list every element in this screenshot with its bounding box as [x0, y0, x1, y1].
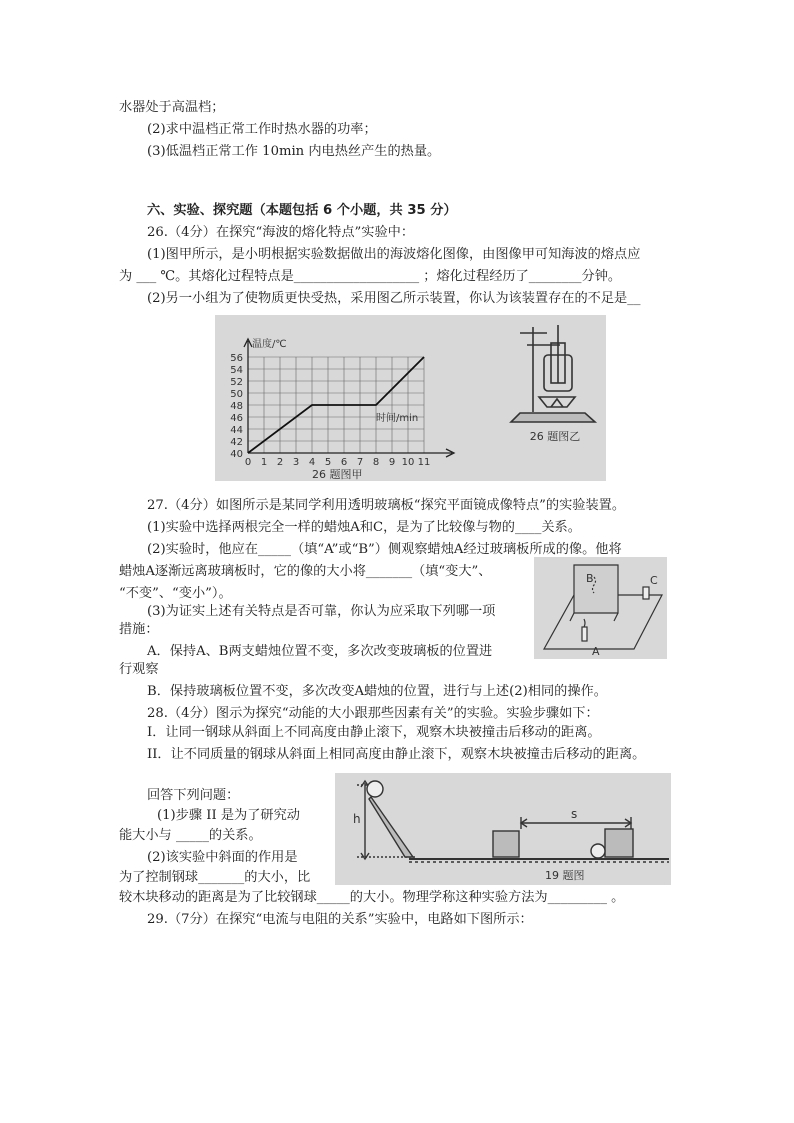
figure-28-caption: 19 题图 — [545, 869, 585, 882]
x-tick-label: 4 — [308, 457, 316, 468]
text-line: (2)实验时，他应在_____（填“A”或“B”）侧观察蜡烛A经过玻璃板所成的像。他将 — [147, 542, 622, 557]
x-tick-label: 0 — [244, 457, 252, 468]
text-line: 回答下列问题： — [147, 788, 240, 803]
mirror-setup-illustration — [544, 565, 662, 649]
label-h: h — [353, 812, 361, 826]
text-line: 蜡烛A逐渐远离玻璃板时，它的像的大小将_______（填“变大”、 — [119, 564, 492, 579]
melting-chart — [230, 337, 454, 481]
x-tick-label: 6 — [340, 457, 348, 468]
ramp-setup-illustration — [357, 781, 669, 862]
question-29: 29.（7分）在探究“电流与电阻的关系”实验中，电路如下图所示： — [147, 912, 533, 927]
text-line: (1)图甲所示，是小明根据实验数据做出的海波熔化图像，由图像甲可知海波的熔点应 — [147, 247, 641, 262]
y-tick-label: 54 — [230, 365, 243, 376]
x-tick-label: 1 — [260, 457, 268, 468]
option-a: A．保持A、B两支蜡烛位置不变，多次改变玻璃板的位置进 — [147, 644, 493, 659]
text-line: 措施： — [119, 622, 159, 637]
y-tick-label: 56 — [230, 353, 243, 364]
text-line: 为了控制钢球_______的大小，比 — [119, 870, 311, 885]
text-line: 为 ___ ℃。其熔化过程特点是___________________ ；熔化过程经历了________分钟。 — [119, 269, 622, 284]
label-c: C — [650, 574, 658, 587]
x-tick-label: 10 — [401, 457, 415, 468]
x-tick-label: 9 — [388, 457, 396, 468]
text-line: (1)步骤 II 是为了研究动 — [157, 808, 300, 823]
x-tick-label: 8 — [372, 457, 380, 468]
question-27: 27.（4分）如图所示是某同学利用透明玻璃板“探究平面镜成像特点”的实验装置。 — [147, 498, 626, 513]
figure-26a-caption: 26 题图甲 — [312, 468, 363, 481]
text-line: (2)该实验中斜面的作用是 — [147, 850, 298, 865]
heating-apparatus-illustration — [511, 325, 595, 422]
text-line: (1)实验中选择两根完全一样的蜡烛A和C，是为了比较像与物的____关系。 — [147, 520, 581, 535]
text-line: (3)为证实上述有关特点是否可靠，你认为应采取下列哪一项 — [147, 604, 496, 619]
text-line: (2)另一小组为了使物质更快受热，采用图乙所示装置，你认为该装置存在的不足是__ — [147, 291, 641, 306]
x-tick-label: 3 — [292, 457, 300, 468]
x-tick-label: 11 — [417, 457, 431, 468]
figure-28 — [335, 773, 671, 885]
text-line: 行观察 — [119, 662, 159, 677]
y-tick-label: 52 — [230, 377, 243, 388]
x-tick-label: 7 — [356, 457, 364, 468]
figure-27 — [534, 557, 667, 659]
label-s: s — [571, 807, 578, 821]
label-b: B — [586, 572, 594, 585]
option-b: B．保持玻璃板位置不变，多次改变A蜡烛的位置，进行与上述(2)相同的操作。 — [147, 684, 607, 699]
y-tick-label: 40 — [230, 449, 243, 460]
step-2: II．让不同质量的钢球从斜面上相同高度由静止滚下，观察木块被撞击后移动的距离。 — [147, 747, 646, 762]
y-tick-label: 44 — [230, 425, 243, 436]
y-tick-label: 46 — [230, 413, 243, 424]
y-tick-label: 42 — [230, 437, 243, 448]
y-tick-label: 48 — [230, 401, 243, 412]
text-line: 能大小与 _____的关系。 — [119, 828, 262, 843]
figure-26 — [215, 315, 606, 481]
x-tick-label: 5 — [324, 457, 332, 468]
x-tick-label: 2 — [276, 457, 284, 468]
step-1: I．让同一钢球从斜面上不同高度由静止滚下，观察木块被撞击后移动的距离。 — [147, 725, 601, 740]
text-line: (3)低温档正常工作 10min 内电热丝产生的热量。 — [147, 144, 441, 159]
text-line: 水器处于高温档； — [119, 100, 225, 115]
y-tick-label: 50 — [230, 389, 243, 400]
text-line: 较木块移动的距离是为了比较钢球_____的大小。物理学称这种实验方法为_________ 。 — [119, 890, 625, 905]
section-heading: 六、实验、探究题（本题包括 6 个小题，共 35 分） — [147, 203, 457, 218]
y-axis-label: 温度/℃ — [252, 339, 287, 350]
label-a: A — [592, 645, 600, 658]
text-line: “不变”、“变小”）。 — [119, 586, 232, 601]
text-line: (2)求中温档正常工作时热水器的功率； — [147, 122, 377, 137]
x-axis-label: 时间/min — [376, 413, 419, 424]
question-26: 26.（4分）在探究“海波的熔化特点”实验中： — [147, 225, 415, 240]
question-28: 28.（4分）图示为探究“动能的大小跟那些因素有关”的实验。实验步骤如下： — [147, 706, 599, 721]
figure-26b-caption: 26 题图乙 — [529, 430, 581, 443]
